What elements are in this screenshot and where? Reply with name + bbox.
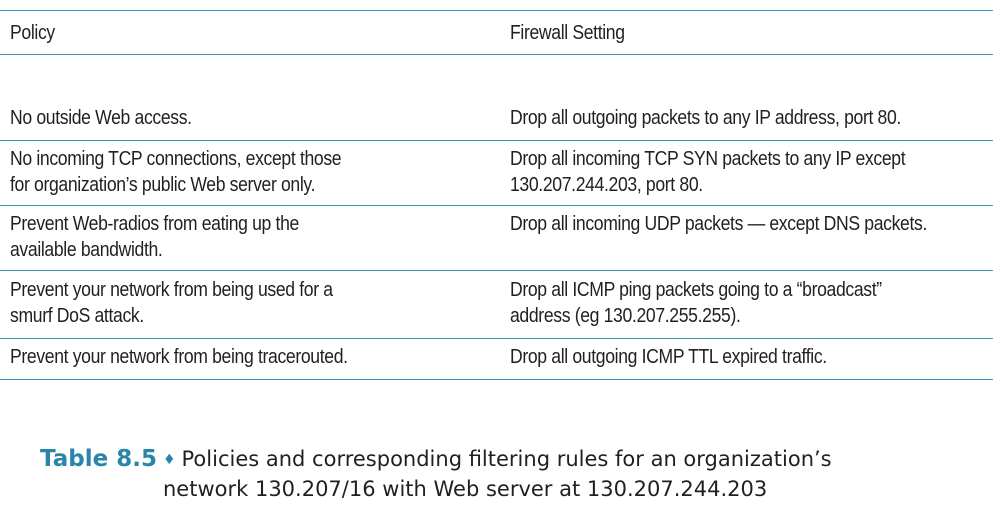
setting-line: address (eg 130.207.255.255). <box>510 305 741 327</box>
caption-text-line-2: network 130.207/16 with Web server at 130.207.244.203 <box>163 477 768 501</box>
table-caption <box>40 446 980 503</box>
policy-line: Prevent Web-radios from eating up the <box>10 213 299 235</box>
policy-line: No incoming TCP connections, except those <box>10 148 342 170</box>
policy-line: available bandwidth. <box>10 239 163 261</box>
caption-text-line-1: Policies and corresponding filtering rules for an organization’s <box>181 447 832 471</box>
setting-line: Drop all ICMP ping packets going to a “broadcast” <box>510 279 882 301</box>
policy-line: Prevent your network from being tracerouted. <box>10 346 348 368</box>
policy-line: Prevent your network from being used for a <box>10 279 333 301</box>
policy-line: for organization’s public Web server only. <box>10 174 316 196</box>
setting-cell <box>510 105 901 131</box>
firewall-policy-table <box>0 10 993 380</box>
policy-cell <box>10 211 299 263</box>
policy-line: smurf DoS attack. <box>10 305 144 327</box>
caption-label: Table 8.5 <box>40 446 157 472</box>
table-row <box>0 206 993 270</box>
setting-line: 130.207.244.203, port 80. <box>510 174 703 196</box>
policy-cell <box>10 146 341 198</box>
setting-line: Drop all incoming UDP packets — except DNS packets. <box>510 213 928 235</box>
setting-cell <box>510 211 927 237</box>
table-row <box>0 141 993 205</box>
column-header-policy: Policy <box>10 22 55 44</box>
table-spacer-row <box>0 55 993 99</box>
table-row <box>0 271 993 338</box>
setting-line: Drop all outgoing packets to any IP address, port 80. <box>510 107 901 129</box>
diamond-icon: ♦ <box>162 452 176 468</box>
column-header-firewall-setting: Firewall Setting <box>510 22 625 44</box>
table-row <box>0 99 993 140</box>
policy-cell <box>10 277 333 329</box>
table-header-row <box>0 11 993 54</box>
setting-cell <box>510 344 827 370</box>
caption-line-1 <box>40 446 980 476</box>
setting-cell <box>510 146 905 198</box>
setting-line: Drop all outgoing ICMP TTL expired traffic. <box>510 346 827 368</box>
policy-cell <box>10 344 348 370</box>
table-row <box>0 339 993 379</box>
setting-cell <box>510 277 882 329</box>
setting-line: Drop all incoming TCP SYN packets to any IP except <box>510 148 906 170</box>
policy-cell <box>10 105 192 131</box>
policy-line: No outside Web access. <box>10 107 192 129</box>
table-bottom-rule <box>0 379 993 380</box>
